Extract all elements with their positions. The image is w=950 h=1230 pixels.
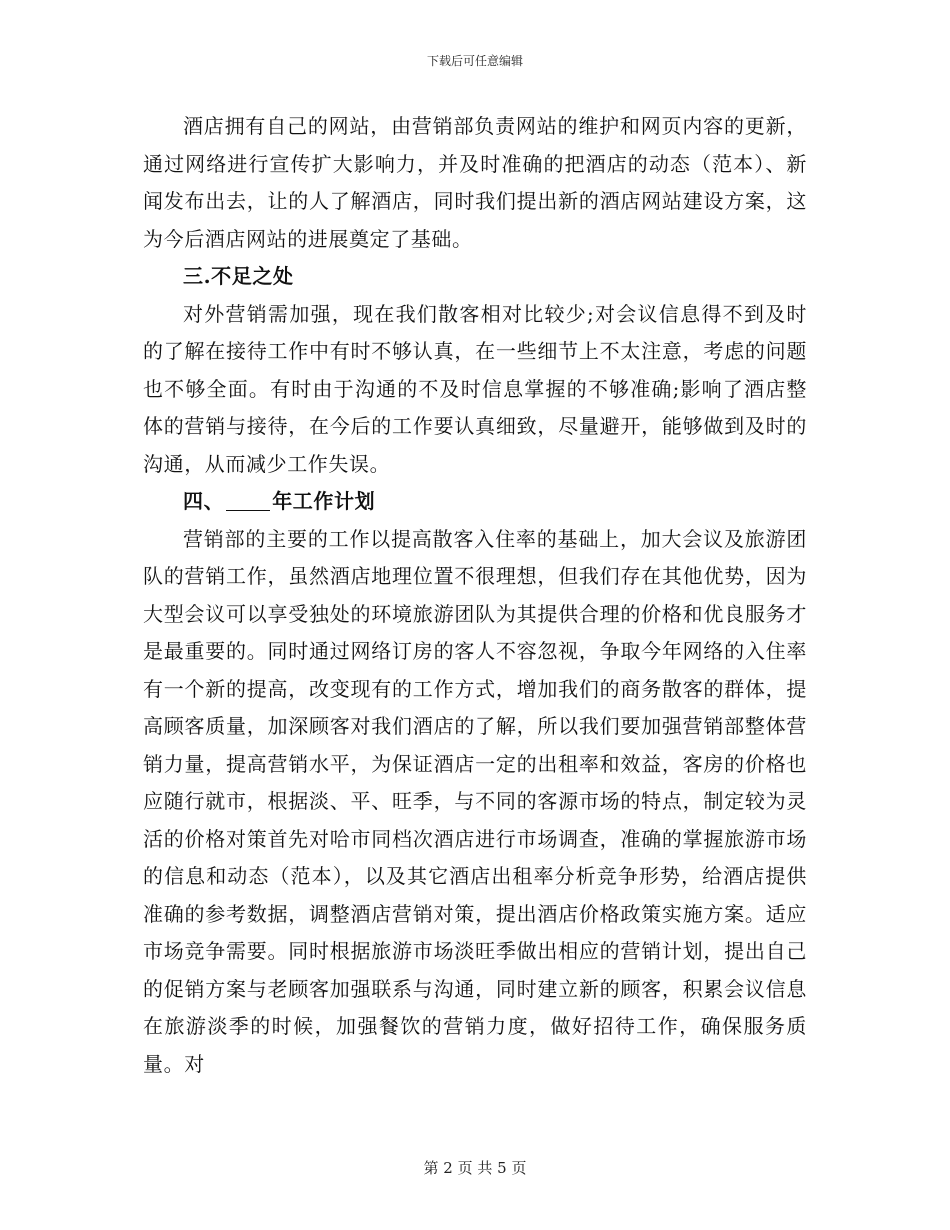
- section-heading-shortcomings: 三.不足之处: [183, 264, 294, 288]
- paragraph-website: 酒店拥有自己的网站，由营销部负责网站的维护和网页内容的更新，通过网络进行宣传扩大影响力，并及时准确的把酒店的动态（范本）、新闻发布出去，让的人了解酒店，同时我们提出新的酒店网站建设方案，这为今后酒店网站的进展奠定了基础。: [143, 114, 807, 251]
- document-body: [143, 108, 807, 1083]
- year-blank-underline: [226, 490, 270, 511]
- page-footer: 第 2 页 共 5 页: [423, 1159, 527, 1177]
- heading-prefix: 四、: [183, 489, 225, 513]
- page-header: 下载后可任意编辑: [426, 54, 523, 68]
- paragraph-shortcomings: 对外营销需加强，现在我们散客相对比较少;对会议信息得不到及时的了解在接待工作中有时不够认真，在一些细节上不太注意，考虑的问题也不够全面。有时由于沟通的不及时信息掌握的不够准确;影响了酒店整体的营销与接待，在今后的工作要认真细致，尽量避开，能够做到及时的沟通，从而减少工作失误。: [143, 301, 807, 476]
- paragraph-work-plan: 营销部的主要的工作以提高散客入住率的基础上，加大会议及旅游团队的营销工作，虽然酒店地理位置不很理想，但我们存在其他优势，因为大型会议可以享受独处的环境旅游团队为其提供合理的价格和优良服务才是最重要的。同时通过网络订房的客人不容忽视，争取今年网络的入住率有一个新的提高，改变现有的工作方式，增加我们的商务散客的群体，提高顾客质量，加深顾客对我们酒店的了解，所以我们要加强营销部整体营销力量，提高营销水平，为保证酒店一定的出租率和效益，客房的价格也应随行就市，根据淡、平、旺季，与不同的客源市场的特点，制定较为灵活的价格对策首先对哈市同档次酒店进行市场调查，准确的掌握旅游市场的信息和动态（范本），以及其它酒店出租率分析竞争形势，给酒店提供准确的参考数据，调整酒店营销对策，提出酒店价格政策实施方案。适应市场竞争需要。同时根据旅游市场淡旺季做出相应的营销计划，提出自己的促销方案与老顾客加强联系与沟通，同时建立新的顾客，积累会议信息在旅游淡季的时候，加强餐饮的营销力度，做好招待工作，确保服务质量。对: [143, 526, 807, 1076]
- heading-suffix: 年工作计划: [272, 489, 376, 513]
- section-heading-work-plan: [143, 483, 807, 521]
